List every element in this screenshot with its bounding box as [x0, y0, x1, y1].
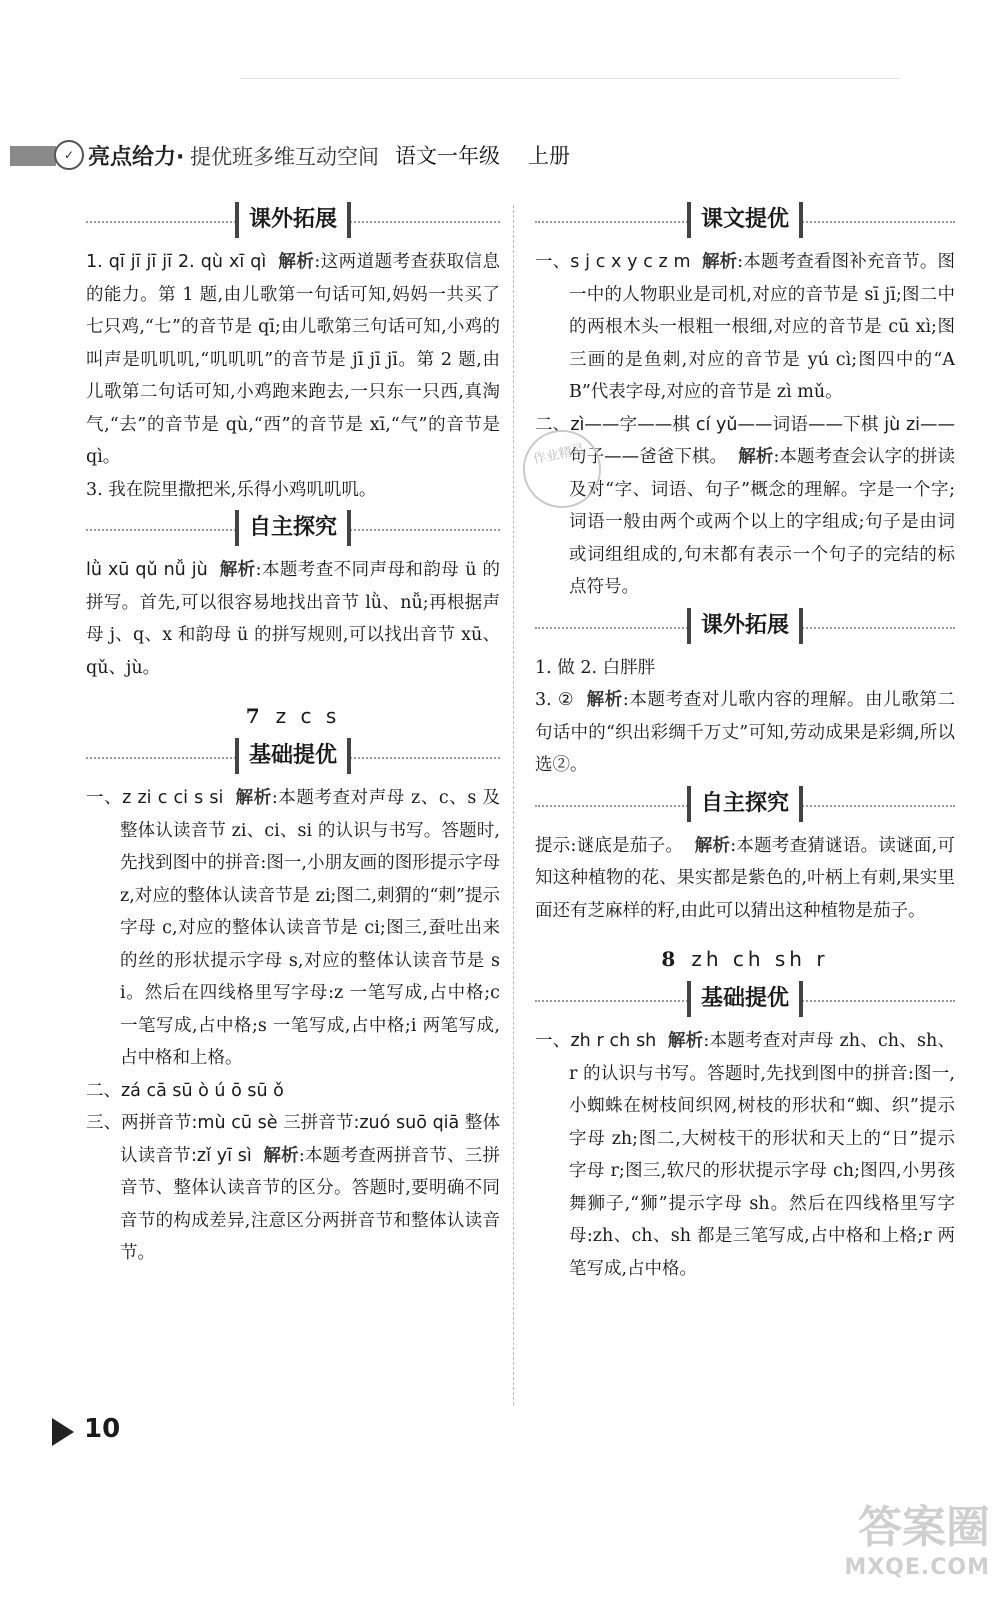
top-rule — [240, 78, 900, 79]
answer-paragraph: 3. ② 解析:本题考查对儿歌内容的理解。由儿歌第二句话中的“织出彩绸千万丈”可知,劳动成果是彩绸,所以选②。 — [535, 690, 955, 775]
section-title: 课外拓展 — [687, 608, 803, 644]
section-title: 课外拓展 — [235, 202, 351, 238]
section-header — [86, 202, 500, 240]
subject-title: 语文一年级 — [395, 144, 500, 168]
section-header — [86, 510, 500, 548]
answer-paragraph: 提示:谜底是茄子。 解析:本题考查猜谜语。读谜面,可知这种植物的花、果实都是紫色的,叶柄上有刺,果实里面还有芝麻样的籽,由此可以猜出这种植物是茄子。 — [535, 835, 955, 921]
stamp-seal: 作业精灵 — [516, 423, 609, 516]
answer-paragraph: 二、zì——字——棋 cí yǔ——词语——下棋 jù zi——句子——爸爸下棋。 解析:本题考查会认字的拼读及对“字、词语、句子”概念的理解。字是一个字;词语一般由两个或两个以上的字组成;句子是由词或词组组成的,句末都有表示一个句子的完结的标点符号。 — [535, 414, 955, 597]
header-bar — [10, 146, 56, 166]
answer-paragraph: 一、z zi c ci s si 解析:本题考查对声母 z、c、s 及整体认读音节 zi、ci、si 的认识与书写。答题时,先找到图中的拼音:图一,小朋友画的图形提示字母 z,对应的整体认读音节是 zi;图二,刺猬的“刺”提示字母 c,对应的整体认读音节是 ci;图三,蚕吐出来的丝的形状提示字母 s,对应的整体认读音节是 si。然后在四线格里写字母:z 一笔写成,占中格;c 一笔写成,占中格;s 一笔写成,占中格;i 两笔写成,占中格和上格。 — [86, 788, 500, 1068]
triangle-icon — [52, 1418, 74, 1446]
section-header — [535, 608, 955, 646]
section-title: 基础提优 — [687, 981, 803, 1017]
lesson-heading: 8 zh ch sh r — [661, 947, 829, 971]
section-title: 基础提优 — [235, 738, 351, 774]
watermark-logo — [810, 1502, 990, 1594]
section-title: 自主探究 — [687, 786, 803, 822]
answer-paragraph: 二、zá cā sū ò ú ō sū ǒ — [86, 1080, 284, 1101]
right-column — [535, 198, 955, 1285]
section-header — [535, 786, 955, 824]
lesson-heading: 7 z c s — [245, 704, 341, 728]
section-title: 课文提优 — [687, 202, 803, 238]
answer-paragraph: 三、两拼音节:mù cū sè 三拼音节:zuó suō qiā 整体认读音节:zǐ yī sì 解析:本题考查两拼音节、三拼音节、整体认读音节的区分。答题时,要明确不同音节的构成差异,注意区分两拼音节和整体认读音节。 — [86, 1113, 500, 1263]
section-header — [86, 738, 500, 776]
watermark-title: 答案圈 — [858, 1502, 990, 1553]
brand-name: 亮点给力· — [88, 145, 185, 170]
section-title: 自主探究 — [235, 510, 351, 546]
page-number-text: 10 — [84, 1414, 121, 1444]
answer-paragraph: 一、zh r ch sh 解析:本题考查对声母 zh、ch、sh、r 的认识与书写。答题时,先找到图中的拼音:图一,小蜘蛛在树枝间织网,树枝的形状和“蜘、织”提示字母 zh;图二,大树枝干的形状和天上的“日”提示字母 r;图三,软尺的形状提示字母 ch;图四,小男孩舞狮子,“狮”提示字母 sh。然后在四线格里写字母:zh、ch、sh 都是三笔写成,占中格和上格;r 两笔写成,占中格。 — [535, 1031, 955, 1279]
answer-paragraph: lǜ xū qǔ nǚ jù 解析:本题考查不同声母和韵母 ü 的拼写。首先,可以很容易地找出音节 lǜ、nǚ;再根据声母 j、q、x 和韵母 ü 的拼写规则,可以找出音节 xū、qǔ、jù。 — [86, 560, 500, 678]
watermark-url: MXQE.COM — [844, 1555, 990, 1580]
volume-title: 上册 — [528, 144, 570, 168]
answer-paragraph: 一、s j c x y c z m 解析:本题考查看图补充音节。图一中的人物职业是司机,对应的音节是 sī jī;图二中的两根木头一根粗一根细,对应的音节是 cū xì;图三画的是鱼刺,对应的音节是 yú cì;图四中的“AB”代表字母,对应的音节是 zì mǔ。 — [535, 252, 955, 402]
section-header — [535, 202, 955, 240]
answer-paragraph: 3. 我在院里撒把米,乐得小鸡叽叽叽。 — [86, 479, 377, 500]
left-column — [86, 198, 500, 1270]
answer-paragraph: 1. qī jī jī jī 2. qù xī qì 解析:这两道题考查获取信息的能力。第 1 题,由儿歌第一句话可知,妈妈一共买了七只鸡,“七”的音节是 qī;由儿歌第三句话可知,小鸡的叫声是叽叽叽,“叽叽叽”的音节是 jī jī jī。第 2 题,由儿歌第二句话可知,小鸡跑来跑去,一只东一只西,真淘气,“去”的音节是 qù,“西”的音节是 xī,“气”的音节是 qì。 — [86, 252, 501, 467]
brand-subtitle: 提优班多维互动空间 — [190, 145, 379, 169]
column-divider — [513, 205, 514, 1405]
section-header — [535, 981, 955, 1019]
brand-logo-icon: ✓ — [54, 140, 84, 170]
page-header — [0, 134, 1000, 174]
answer-paragraph: 1. 做 2. 白胖胖 — [535, 657, 656, 678]
